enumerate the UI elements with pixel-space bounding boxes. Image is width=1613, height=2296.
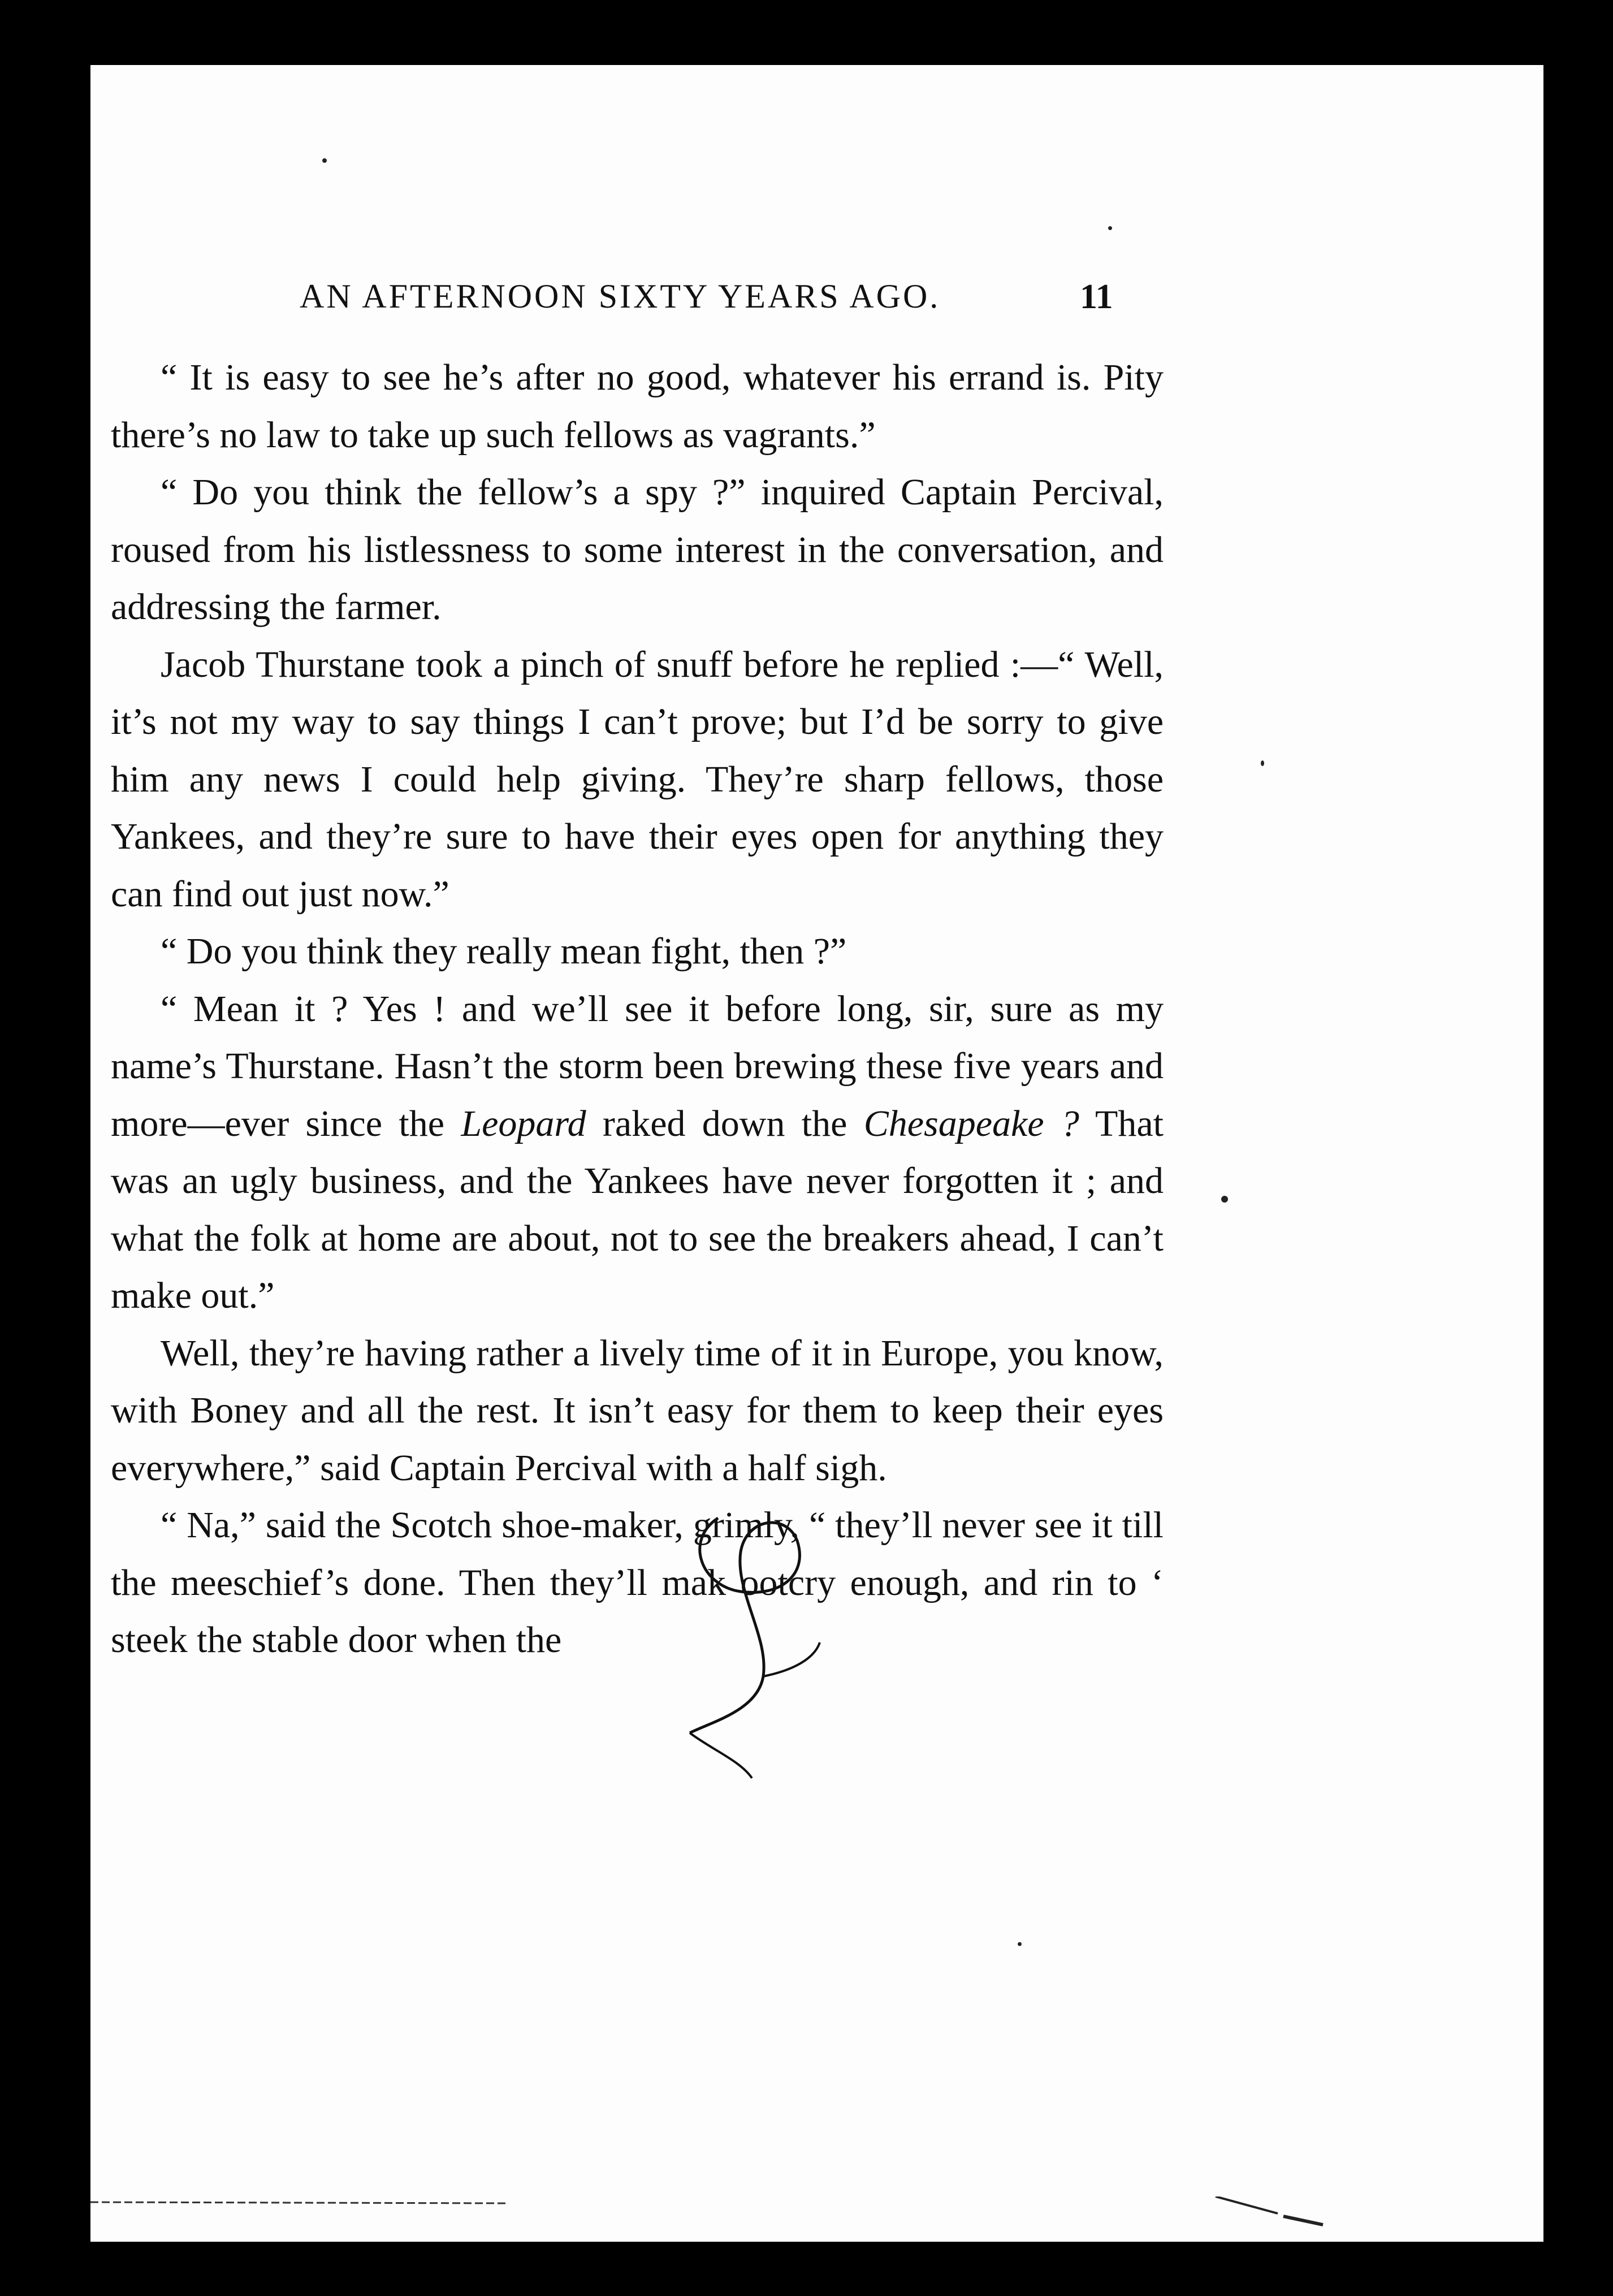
- paragraph: [111, 636, 1164, 923]
- scan-speck: [1108, 226, 1112, 230]
- paragraph-text: “ Do you think they really mean fight, then ?”: [161, 931, 847, 972]
- scan-bottom-edge: [90, 2196, 1543, 2253]
- scan-speck: [1221, 1196, 1228, 1203]
- paragraph: [111, 1497, 1164, 1669]
- paragraph-text: Well, they’re having rather a lively time of it in Europe, you know, with Boney and all the rest. It isn’t easy for them to keep their eyes everywhere,” said Captain Percival with a half sigh.: [111, 1332, 1164, 1489]
- italic-text: Chesapeake ?: [863, 1102, 1079, 1144]
- paragraph: [111, 980, 1164, 1325]
- paragraph: [111, 923, 1164, 980]
- paragraph: [111, 349, 1164, 464]
- scan-speck: [1261, 760, 1264, 766]
- body-text: [111, 349, 1164, 1669]
- pen-scribble: [678, 1507, 927, 1801]
- scan-speck: [1018, 1942, 1022, 1946]
- book-page: [90, 65, 1543, 2253]
- paragraph: [111, 1325, 1164, 1497]
- paragraph-text: “ Mean it ? Yes ! and we’ll see it before long, sir, sure as my name’s Thurstane. Hasn’t the storm been brewing these five years and more—ever since the: [111, 988, 1164, 1144]
- paragraph-text: “ Do you think the fellow’s a spy ?” inquired Captain Percival, roused from his listlessness to some interest in the conversation, and addressing the farmer.: [111, 472, 1164, 628]
- paragraph-text: “ It is easy to see he’s after no good, whatever his errand is. Pity there’s no law to take up such fellows as vagrants.”: [111, 357, 1164, 456]
- running-title: AN AFTERNOON SIXTY YEARS AGO.: [300, 278, 941, 315]
- paragraph-text: Jacob Thurstane took a pinch of snuff before he replied :—“ Well, it’s not my way to say things I can’t prove; but I’d be sorry to give him any news I could help giving. They’re sharp fellows, those Yankees, and they’re sure to have their eyes open for anything they can find out just now.”: [111, 643, 1164, 915]
- italic-text: Leopard: [461, 1102, 586, 1144]
- page-number: 11: [1080, 278, 1113, 316]
- scan-speck: [322, 158, 327, 163]
- paragraph: [111, 464, 1164, 636]
- paragraph-text: That was an ugly business, and the Yankees have never forgotten it ; and what the folk at home are about, not to see the breakers ahead, I can’t make out.”: [111, 1102, 1164, 1316]
- paragraph-text: raked down the: [586, 1102, 864, 1144]
- paragraph-text: “ Na,” said the Scotch shoe-maker, grimly, “ they’ll never see it till the meeschief’s done. Then they’ll mak ootcry enough, and rin to ‘ steek the stable door when the: [111, 1504, 1164, 1661]
